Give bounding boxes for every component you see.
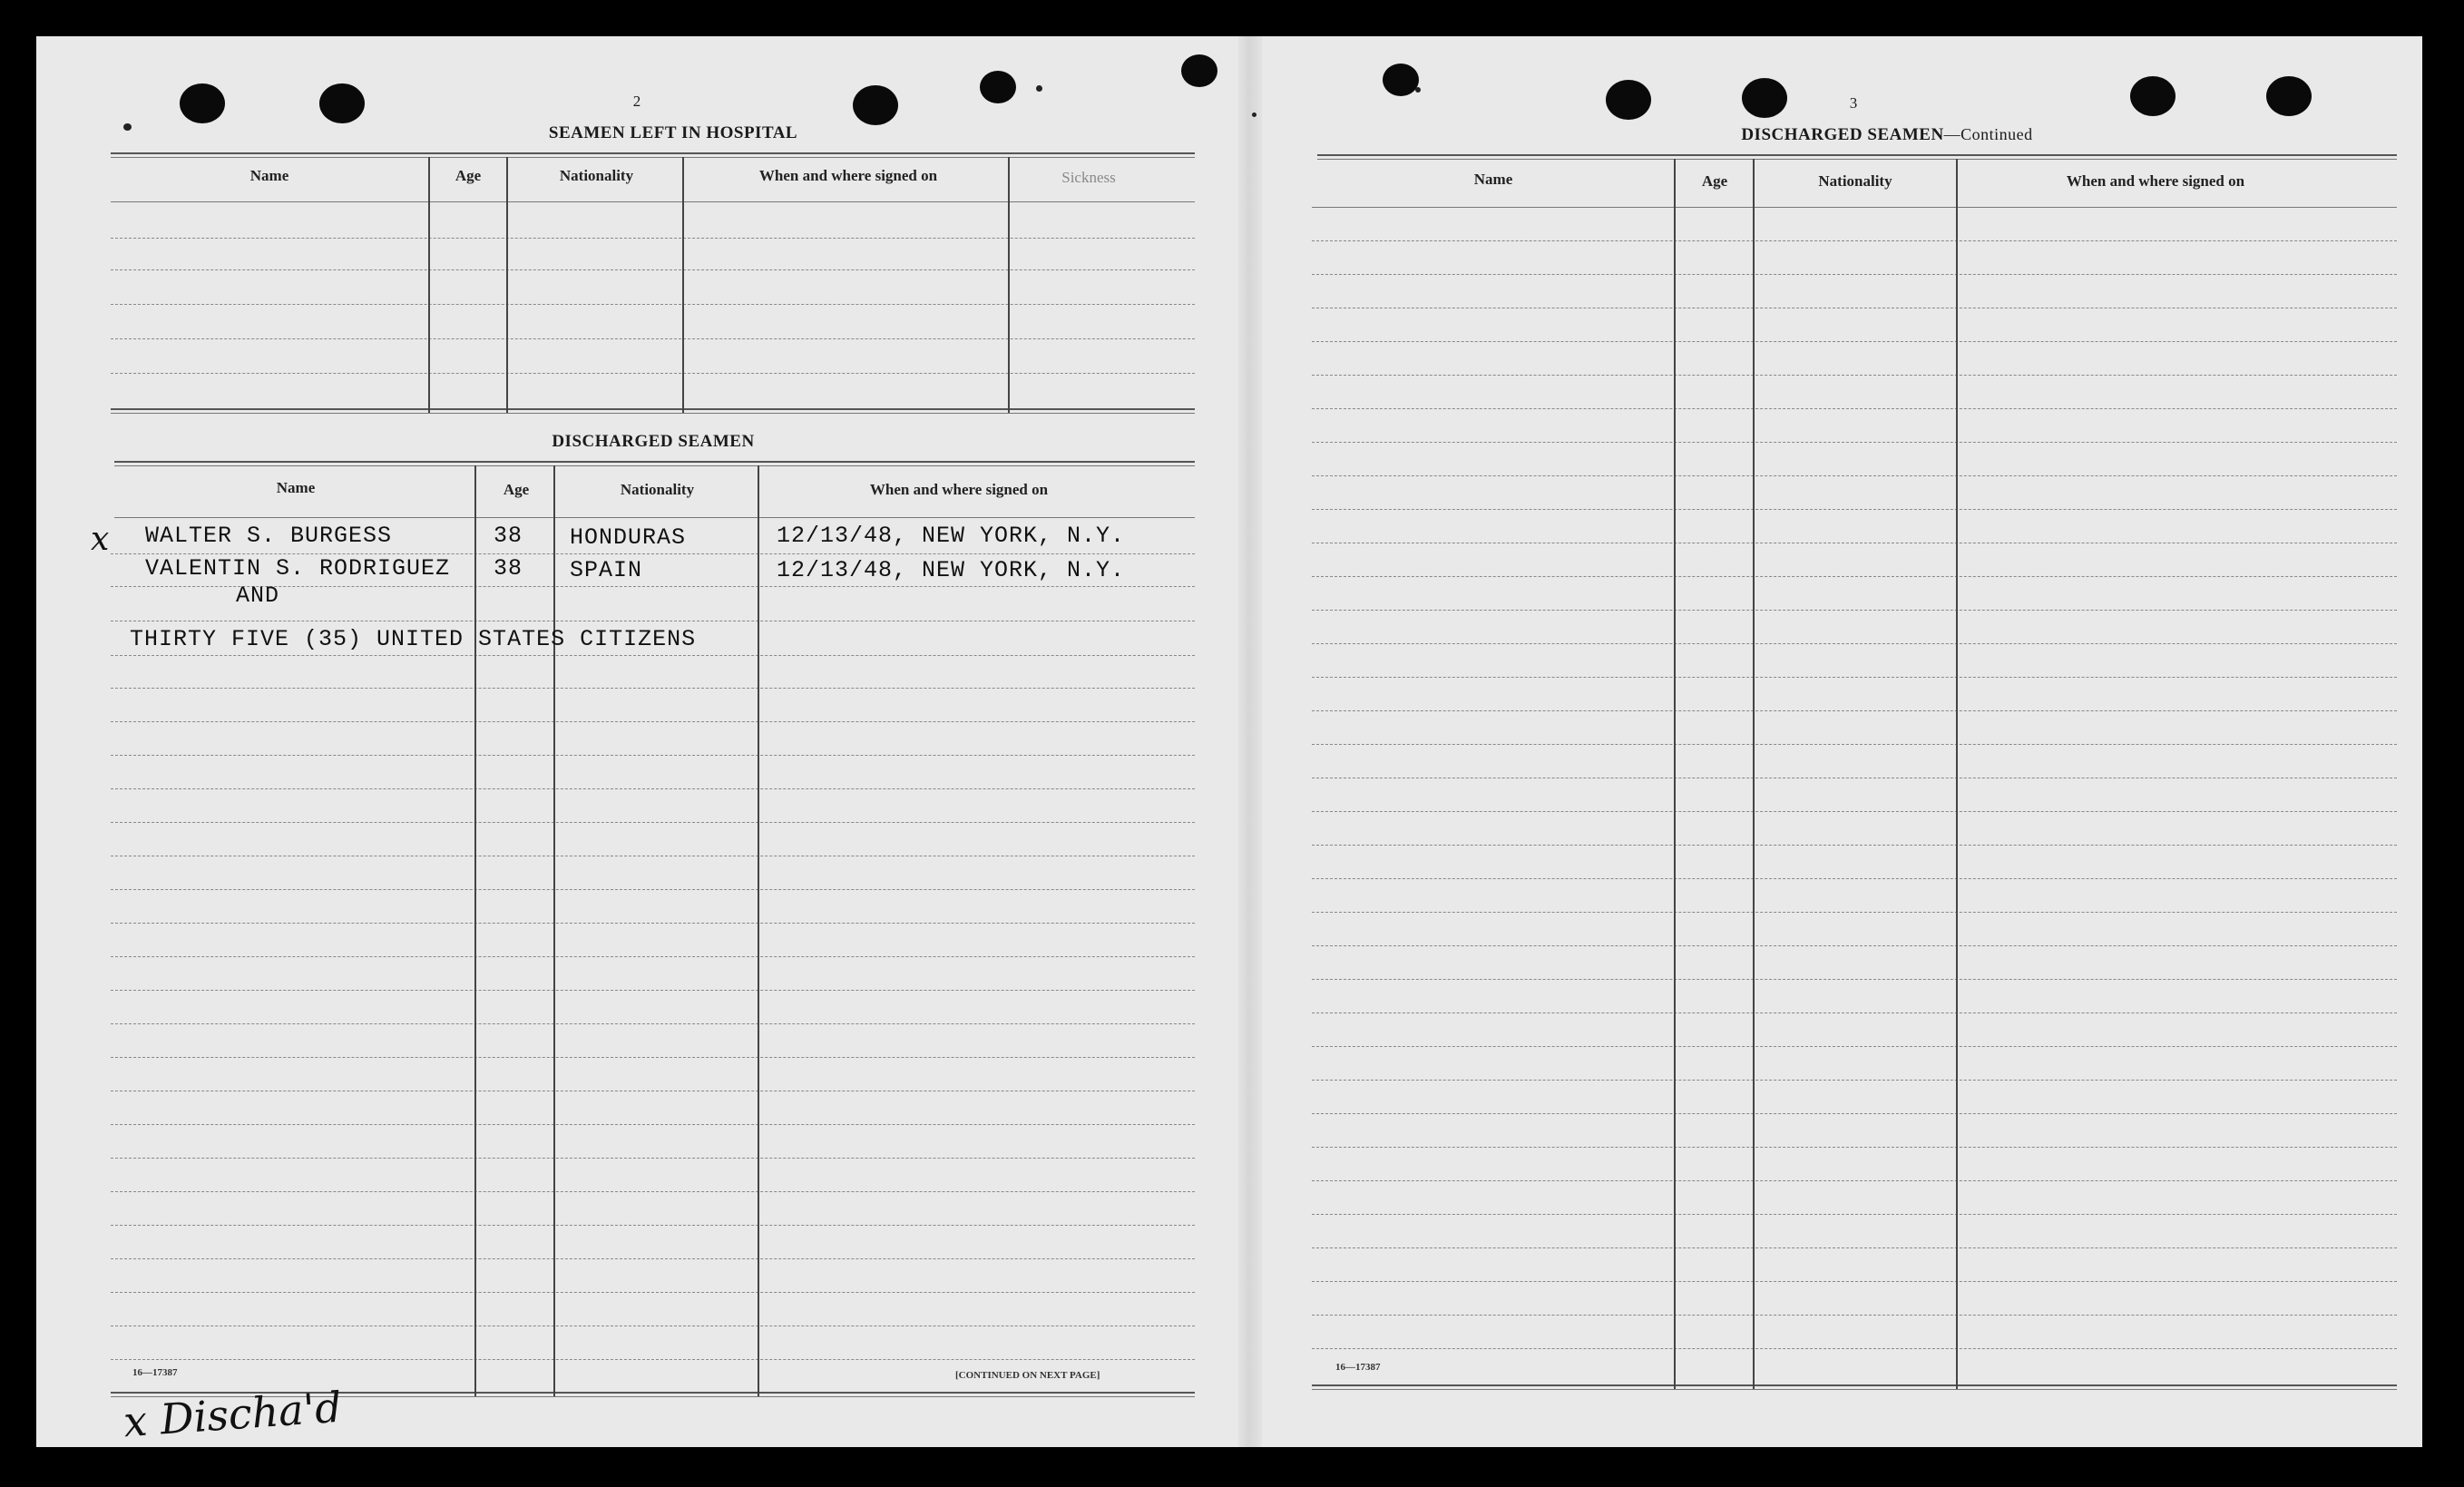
punch-hole [853, 85, 898, 125]
seaman-nationality: HONDURAS [570, 524, 687, 551]
right-header-rule [1312, 207, 2397, 208]
hospital-header-name: Name [249, 167, 289, 184]
punch-hole [1383, 64, 1419, 96]
hospital-bottom-rule-2 [111, 413, 1195, 414]
right-top-rule-2 [1317, 159, 2397, 160]
right-row-line [1312, 274, 2397, 275]
right-row-line [1312, 408, 2397, 409]
discharged-top-rule [114, 461, 1195, 463]
right-row-line [1312, 576, 2397, 577]
right-row-line [1312, 878, 2397, 879]
discharged-row-line [111, 889, 1195, 890]
hospital-row-line [111, 269, 1195, 270]
right-header-age: Age [1701, 172, 1728, 190]
discharged-col-divider [553, 465, 555, 1396]
punch-hole [2130, 76, 2176, 116]
discharged-row-line [111, 1057, 1195, 1058]
seaman-name: WALTER S. BURGESS [145, 523, 393, 549]
right-row-line [1312, 475, 2397, 476]
right-row-line [1312, 240, 2397, 241]
ink-speck [1036, 85, 1042, 92]
hospital-col-divider [1008, 157, 1010, 413]
hospital-row-line [111, 304, 1195, 305]
discharged-header-name: Name [276, 479, 316, 496]
continued-note: [CONTINUED ON NEXT PAGE] [955, 1370, 1100, 1381]
right-row-line [1312, 1180, 2397, 1181]
seaman-nationality: SPAIN [570, 557, 643, 583]
seaman-signed-on: 12/13/48, NEW YORK, N.Y. [777, 523, 1126, 549]
document-sheet [36, 36, 2422, 1447]
right-row-line [1312, 643, 2397, 644]
right-row-line [1312, 677, 2397, 678]
discharged-col-divider [758, 465, 759, 1396]
right-col-divider [1674, 159, 1676, 1389]
page-number-right: 3 [1849, 94, 1858, 112]
discharged-row-line [111, 721, 1195, 722]
hospital-header-signed-on: When and where signed on [758, 167, 938, 184]
discharged-top-rule-2 [114, 465, 1195, 466]
right-row-line [1312, 979, 2397, 980]
discharged-row-line [111, 1359, 1195, 1360]
discharged-row-line [111, 1292, 1195, 1293]
seaman-age: 38 [494, 555, 523, 582]
discharged-row-line [111, 1158, 1195, 1159]
discharged-col-divider [474, 465, 476, 1396]
discharged-row-line [111, 1258, 1195, 1259]
right-row-line [1312, 610, 2397, 611]
discharged-header-nationality: Nationality [620, 481, 695, 498]
seaman-name: VALENTIN S. RODRIGUEZ [145, 555, 451, 582]
right-section-title [1619, 125, 2155, 145]
hospital-row-line [111, 373, 1195, 374]
right-bottom-rule [1312, 1384, 2397, 1386]
discharged-row-line [111, 788, 1195, 789]
hospital-top-rule [111, 152, 1195, 154]
hospital-bottom-rule [111, 408, 1195, 410]
hospital-row-line [111, 338, 1195, 339]
hospital-col-divider [428, 157, 430, 413]
discharged-row-line [111, 755, 1195, 756]
page-number-left: 2 [632, 93, 641, 110]
hospital-section-title: SEAMEN LEFT IN HOSPITAL [548, 123, 798, 142]
ink-speck [1415, 87, 1421, 93]
right-section-title-text: DISCHARGED SEAMEN [1741, 125, 1944, 144]
right-section-title-suffix: —Continued [1943, 125, 2033, 143]
discharged-row-line [111, 1124, 1195, 1125]
form-number-left: 16—17387 [132, 1367, 178, 1378]
ink-speck [123, 123, 132, 131]
right-row-line [1312, 945, 2397, 946]
discharged-section-title: DISCHARGED SEAMEN [552, 432, 755, 451]
right-row-line [1312, 845, 2397, 846]
seaman-signed-on: 12/13/48, NEW YORK, N.Y. [777, 557, 1126, 583]
discharged-row-line [111, 956, 1195, 957]
discharged-header-signed-on: When and where signed on [869, 481, 1049, 498]
right-row-line [1312, 1147, 2397, 1148]
discharged-row-line [111, 1023, 1195, 1024]
hospital-header-nationality: Nationality [559, 167, 634, 184]
right-row-line [1312, 442, 2397, 443]
hospital-top-rule-2 [111, 157, 1195, 158]
right-row-line [1312, 744, 2397, 745]
punch-hole [319, 83, 365, 123]
hospital-col-divider [682, 157, 684, 413]
punch-hole [1606, 80, 1651, 120]
right-row-line [1312, 341, 2397, 342]
right-row-line [1312, 1315, 2397, 1316]
right-row-line [1312, 811, 2397, 812]
seaman-age: 38 [494, 523, 523, 549]
ink-speck [1252, 113, 1256, 117]
hospital-col-divider [506, 157, 508, 413]
right-row-line [1312, 1214, 2397, 1215]
right-header-name: Name [1473, 171, 1513, 188]
right-row-line [1312, 1080, 2397, 1081]
punch-hole [180, 83, 225, 123]
discharged-row-line [111, 688, 1195, 689]
hospital-row-line [111, 238, 1195, 239]
discharged-row-line [111, 1225, 1195, 1226]
discharged-row-line [111, 990, 1195, 991]
right-row-line [1312, 1247, 2397, 1248]
right-header-nationality: Nationality [1818, 172, 1892, 190]
right-row-line [1312, 912, 2397, 913]
right-row-line [1312, 1281, 2397, 1282]
right-row-line [1312, 1348, 2397, 1349]
punch-hole [2266, 76, 2312, 116]
page-fold [1238, 36, 1262, 1447]
discharged-header-rule [114, 517, 1195, 518]
right-col-divider [1753, 159, 1755, 1389]
discharged-row-line [111, 655, 1195, 656]
discharged-row-line [111, 822, 1195, 823]
tick-mark: x [91, 521, 110, 558]
punch-hole [980, 71, 1016, 103]
hospital-header-rule [111, 201, 1195, 202]
right-col-divider [1956, 159, 1958, 1389]
handwritten-note: x Discha'd [122, 1382, 344, 1447]
punch-hole [1181, 54, 1217, 87]
right-bottom-rule-2 [1312, 1389, 2397, 1390]
right-top-rule [1317, 154, 2397, 156]
right-row-line [1312, 710, 2397, 711]
discharged-header-age: Age [503, 481, 530, 498]
and-text: AND [236, 582, 280, 609]
form-number-right: 16—17387 [1335, 1362, 1381, 1373]
right-row-line [1312, 1046, 2397, 1047]
right-row-line [1312, 509, 2397, 510]
discharged-row-line [111, 1191, 1195, 1192]
right-row-line [1312, 375, 2397, 376]
hospital-header-age: Age [455, 167, 482, 184]
right-row-line [1312, 1113, 2397, 1114]
discharged-row-line [111, 553, 1195, 554]
citizens-summary: THIRTY FIVE (35) UNITED STATES CITIZENS [130, 626, 697, 652]
punch-hole [1742, 78, 1787, 118]
right-header-signed-on: When and where signed on [2066, 172, 2245, 190]
hospital-header-sickness: Sickness [1061, 169, 1116, 186]
discharged-row-line [111, 923, 1195, 924]
